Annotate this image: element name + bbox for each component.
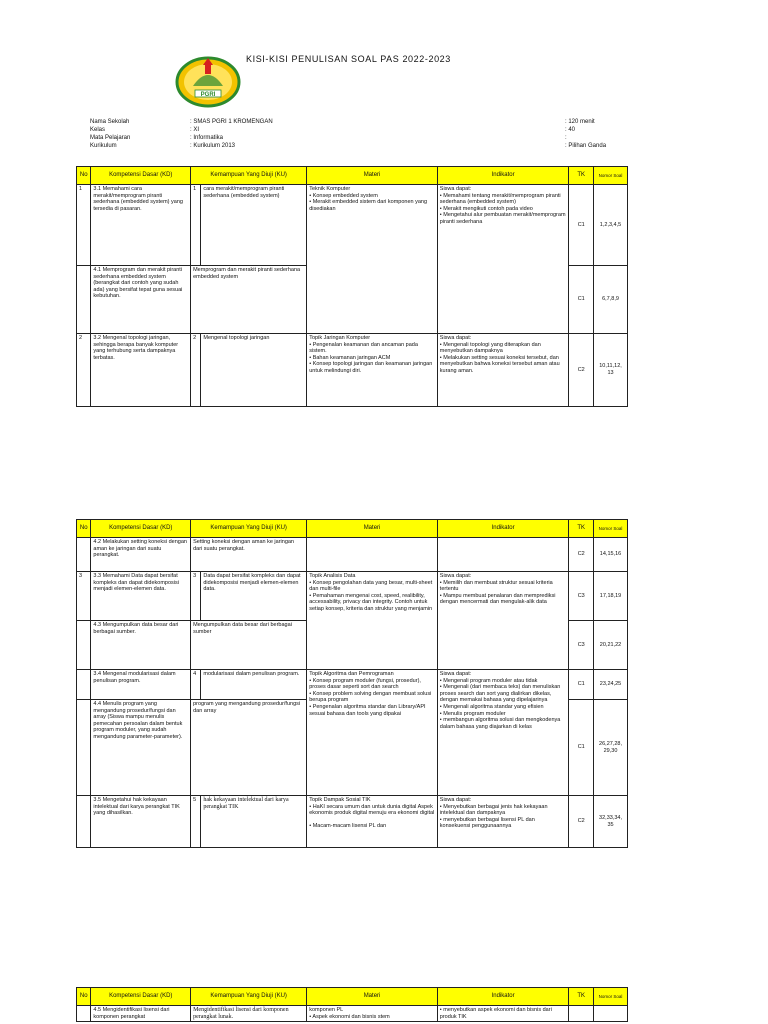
cell-materi: komponen PL • Aspek ekonomi dan bisnis stem bbox=[307, 1006, 438, 1022]
table-row bbox=[77, 670, 628, 700]
header-materi: Materi bbox=[307, 988, 438, 1006]
header-tk: TK bbox=[569, 988, 594, 1006]
info-label: Kelas bbox=[90, 127, 106, 133]
info-label: Kurikulum bbox=[90, 143, 117, 149]
cell-no bbox=[77, 621, 91, 670]
header-kd: Kompetensi Dasar (KD) bbox=[91, 988, 191, 1006]
document-title: KISI-KISI PENULISAN SOAL PAS 2022-2023 bbox=[246, 54, 451, 64]
cell-tk: C1 bbox=[569, 700, 594, 796]
cell-tk: C2 bbox=[569, 334, 594, 407]
kisi-table-2 bbox=[76, 519, 628, 848]
info-value: : 120 menit bbox=[565, 119, 595, 125]
info-value: : Informatika bbox=[190, 135, 224, 141]
cell-kd: 4.2 Melakukan setting koneksi dengan aman ke jaringan dari suatu perangkat. bbox=[91, 538, 191, 572]
cell-ku: Setting koneksi dengan aman ke jaringan dari suatu perangkat. bbox=[191, 538, 307, 572]
cell-ku: Mengenal topologi jaringan bbox=[201, 334, 307, 407]
cell-tk: C3 bbox=[569, 572, 594, 621]
table-row bbox=[77, 185, 628, 266]
cell-kd: 4.1 Memprogram dan merakit piranti sederhana embedded system (berangkat dari contoh yang sudah ada) yang bersifat tepat guna sesuai kebutuhan. bbox=[91, 266, 191, 334]
header-ku: Kemampuan Yang Diuji (KU) bbox=[191, 988, 307, 1006]
cell-ku-no: 3 bbox=[191, 572, 201, 621]
cell-tk: C1 bbox=[569, 266, 594, 334]
cell-nomor: 26,27,28, 29,30 bbox=[594, 700, 628, 796]
cell-materi bbox=[307, 538, 438, 572]
info-labels bbox=[90, 118, 130, 150]
cell-nomor: 6,7,8,9 bbox=[594, 266, 628, 334]
info-label: Nama Sekolah bbox=[90, 119, 130, 125]
cell-ku: Data dapat bersifat kompleks dan dapat didekomposisi menjadi elemen-elemen data. bbox=[201, 572, 307, 621]
info-right-values bbox=[565, 118, 606, 150]
table-header-row bbox=[77, 988, 628, 1006]
logo-text: PGRI bbox=[200, 92, 216, 98]
header-tk: TK bbox=[569, 167, 594, 185]
table-row bbox=[77, 538, 628, 572]
cell-no: 1 bbox=[77, 185, 91, 266]
header-nomor-soal: Nomor Soal bbox=[594, 520, 628, 538]
cell-no bbox=[77, 266, 91, 334]
cell-kd: 3.3 Memahami Data dapat bersifat kompleks dan dapat didekomposisi menjadi elemen-elemen data. bbox=[91, 572, 191, 621]
cell-ku: cara merakit/memprogram piranti sederhana (embedded system) bbox=[201, 185, 307, 266]
cell-ku: program yang mengandung prosedur/fungsi dan array bbox=[191, 700, 307, 796]
cell-indikator bbox=[437, 538, 569, 572]
school-logo bbox=[175, 56, 241, 108]
cell-tk bbox=[569, 1006, 594, 1022]
cell-ku: Mengidentifikasi lisensi dari komponen perangkat lunak. bbox=[191, 1006, 307, 1022]
cell-no bbox=[77, 670, 91, 700]
header-indikator: Indikator bbox=[437, 988, 569, 1006]
header-indikator: Indikator bbox=[437, 520, 569, 538]
cell-nomor: 23,24,25 bbox=[594, 670, 628, 700]
cell-indikator: Siswa dapat: • Memilih dan membuat struktur sesuai kriteria tertentu • Mampu membuat penalaran dan memprediksi dengan mencermati dan mengulak-alik data bbox=[437, 572, 569, 670]
info-value: : XI bbox=[190, 127, 200, 133]
cell-kd: 3.5 Mengetahui hak kekayaan intelektual dari karya perangkat TIK yang dihasilkan. bbox=[91, 796, 191, 848]
header-tk: TK bbox=[569, 520, 594, 538]
table-row bbox=[77, 334, 628, 407]
header-ku: Kemampuan Yang Diuji (KU) bbox=[191, 520, 307, 538]
cell-nomor bbox=[594, 1006, 628, 1022]
cell-kd: 3.2 Mengenal topologi jaringan, sehingga berapa banyak komputer yang terhubung serta dampaknya terbatas. bbox=[91, 334, 191, 407]
cell-materi: Topik Analisis Data • Konsep pengolahan data yang besar, multi-sheet dan multi-file • Pemahaman mengenai cost, speed, realibility, accessability, privacy dan integrity. Contoh untuk setiap konsep, kriteria dan struktur yang menjamin bbox=[307, 572, 438, 670]
info-label: Mata Pelajaran bbox=[90, 135, 131, 141]
cell-ku: Memprogram dan merakit piranti sederhana embedded system bbox=[191, 266, 307, 334]
info-value: : bbox=[565, 135, 567, 141]
cell-materi: Topik Algoritma dan Pemrograman • Konsep program moduler (fungsi, prosedur), proses dasar seperti sort dan search • Konsep problem solving dengan membuat solusi berupa program • Pengenalan algoritma standar dan Library/API sesuai bahasa dan tools yang dipakai bbox=[307, 670, 438, 796]
table-row bbox=[77, 1006, 628, 1022]
cell-tk: C2 bbox=[569, 538, 594, 572]
cell-no bbox=[77, 538, 91, 572]
info-value: : SMAS PGRI 1 KROMENGAN bbox=[190, 119, 273, 125]
cell-kd: 4.5 Mengidentifikasi lisensi dari komponen perangkat bbox=[91, 1006, 191, 1022]
cell-nomor: 10,11,12, 13 bbox=[594, 334, 628, 407]
cell-nomor: 17,18,19 bbox=[594, 572, 628, 621]
cell-indikator: Siswa dapat: • Menyebutkan berbagai jenis hak kekayaan intelektual dan dampaknya • menyebutkan berbagai lisensi PL dan konsekuensi penggunaannya bbox=[437, 796, 569, 848]
cell-tk: C3 bbox=[569, 621, 594, 670]
header-nomor-soal: Nomor Soal bbox=[594, 167, 628, 185]
cell-kd: 4.3 Mengumpulkan data besar dari berbagai sumber. bbox=[91, 621, 191, 670]
info-values bbox=[190, 118, 273, 150]
header-indikator: Indikator bbox=[437, 167, 569, 185]
cell-indikator: Siswa dapat: • Mengenali topologi yang diterapkan dan menyebutkan dampaknya • Melakukan setting sesuai koneksi tersebut, dan menyebutkan bahwa koneksi tersebut aman atau kurang aman. bbox=[437, 334, 569, 407]
header-no: No bbox=[77, 988, 91, 1006]
cell-no: 2 bbox=[77, 334, 91, 407]
cell-tk: C1 bbox=[569, 185, 594, 266]
header-materi: Materi bbox=[307, 167, 438, 185]
cell-materi: Teknik Komputer • Konsep embedded system • Merakit embedded sistem dari komponen yang disediakan bbox=[307, 185, 438, 334]
cell-ku-no: 5 bbox=[191, 796, 201, 848]
cell-no: 3 bbox=[77, 572, 91, 621]
cell-tk: C1 bbox=[569, 670, 594, 700]
cell-indikator: • menyebutkan aspek ekonomi dan bisnis dari produk TIK bbox=[437, 1006, 569, 1022]
cell-ku: hak kekayaan intelektual dari karya perangkat TIK bbox=[201, 796, 307, 848]
cell-ku: modularisasi dalam penulisan program. bbox=[201, 670, 307, 700]
table-row bbox=[77, 796, 628, 848]
cell-tk: C2 bbox=[569, 796, 594, 848]
cell-no bbox=[77, 700, 91, 796]
kisi-table-3 bbox=[76, 987, 628, 1022]
cell-nomor: 14,15,16 bbox=[594, 538, 628, 572]
cell-ku-no: 4 bbox=[191, 670, 201, 700]
cell-nomor: 1,2,3,4,5 bbox=[594, 185, 628, 266]
cell-materi: Topik Dampak Sosial TIK • HaKI secara umum dan untuk dunia digital Aspek ekonomis produk digital menuju era ekonomi digital • Macam-macam lisensi PL dan bbox=[307, 796, 438, 848]
cell-materi: Topik Jaringan Komputer • Pengenalan keamanan dan ancaman pada sistem. • Bahan keamanan jaringan ACM • Konsep topologi jaringan dan keamanan jaringan untuk melindungi diri. bbox=[307, 334, 438, 407]
cell-ku-no: 1 bbox=[191, 185, 201, 266]
cell-ku: Mengumpulkan data besar dari berbagai sumber bbox=[191, 621, 307, 670]
header-no: No bbox=[77, 167, 91, 185]
kisi-table-1 bbox=[76, 166, 628, 407]
header-ku: Kemampuan Yang Diuji (KU) bbox=[191, 167, 307, 185]
header-no: No bbox=[77, 520, 91, 538]
info-value: : 40 bbox=[565, 127, 576, 133]
cell-no bbox=[77, 1006, 91, 1022]
cell-no bbox=[77, 796, 91, 848]
cell-kd: 3.1 Memahami cara merakit/memprogram piranti sederhana (embedded system) yang tersedia di pasaran. bbox=[91, 185, 191, 266]
cell-nomor: 32,33,34, 35 bbox=[594, 796, 628, 848]
cell-indikator: Siswa dapat: • Memahami tentang merakit/memprogram piranti sederhana (embedded system) • Merakit mengikuti contoh pada video • Mengetahui alur pembuatan merakit/memprogram piranti sederhana bbox=[437, 185, 569, 334]
info-value: : Kurikulum 2013 bbox=[190, 143, 236, 149]
header-materi: Materi bbox=[307, 520, 438, 538]
table-row bbox=[77, 572, 628, 621]
cell-kd: 4.4 Menulis program yang mengandung prosedur/fungsi dan array (Siswa mampu menulis pemecahan persoalan dalam bentuk program moduler, yang sudah mengandung parameter-parameter). bbox=[91, 700, 191, 796]
cell-ku-no: 2 bbox=[191, 334, 201, 407]
table-header-row bbox=[77, 520, 628, 538]
info-value: : Pilihan Ganda bbox=[565, 143, 607, 149]
cell-indikator: Siswa dapat: • Mengenali program moduler atau tidak • Mengenali (dari membaca teks) dan menuliskan proses search dan sort yang dialirkan dikelas, dengan memakai bahasa yang dipelajarinya • Mengenali algoritma standar yang efisien • Menulis program moduler • membangun algoritma solusi dan mengkodenya dalam bahasa yang diajarkan di kelas bbox=[437, 670, 569, 796]
cell-nomor: 20,21,22 bbox=[594, 621, 628, 670]
cell-kd: 3.4 Mengenal modularisasi dalam penulisan program. bbox=[91, 670, 191, 700]
header-kd: Kompetensi Dasar (KD) bbox=[91, 520, 191, 538]
table-header-row bbox=[77, 167, 628, 185]
header-nomor-soal: Nomor Soal bbox=[594, 988, 628, 1006]
header-kd: Kompetensi Dasar (KD) bbox=[91, 167, 191, 185]
